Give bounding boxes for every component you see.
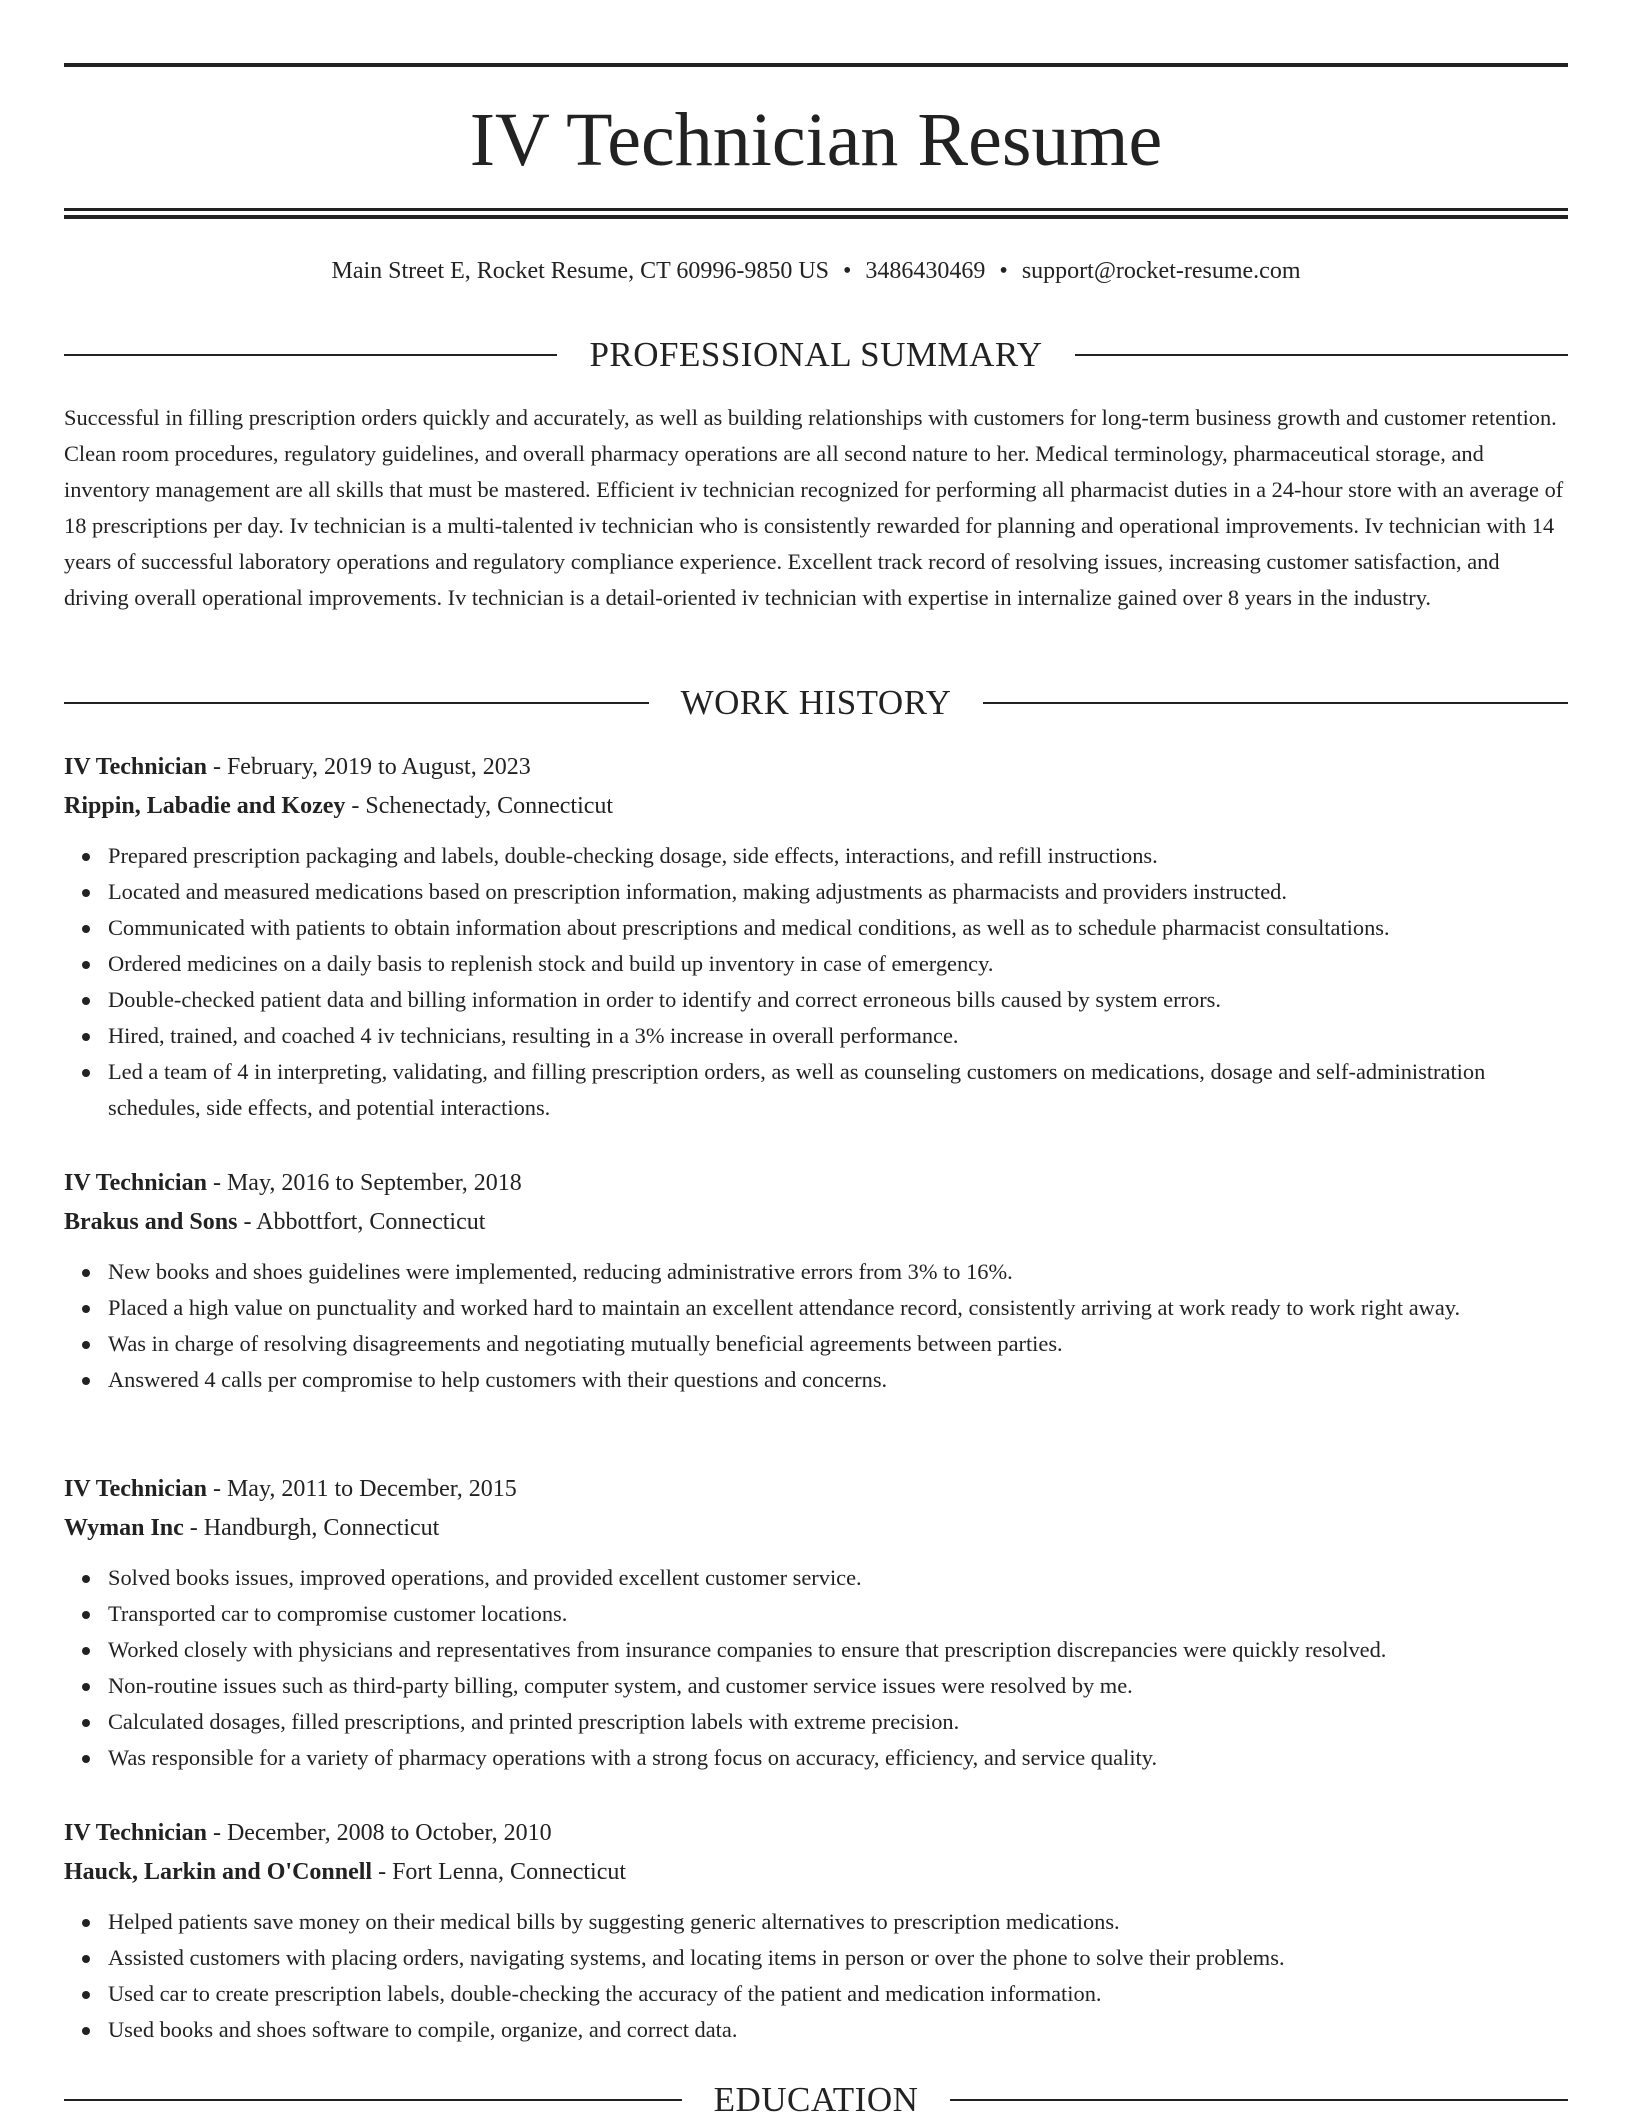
bullet-text: Located and measured medications based on prescription information, making adjustments as pharmacists and providers instructed. — [108, 879, 1287, 904]
job-dates: - February, 2019 to August, 2023 — [206, 754, 531, 780]
section-rule-right — [1075, 354, 1568, 356]
title-rule-upper — [64, 208, 1568, 211]
contact-address: Main Street E, Rocket Resume, CT 60996-9850 US — [331, 258, 829, 284]
bullet-text: Hired, trained, and coached 4 iv technicians, resulting in a 3% increase in overall performance. — [108, 1023, 959, 1048]
job-title-line — [64, 1164, 1568, 1203]
bullet-text: Assisted customers with placing orders, navigating systems, and locating items in person or over the phone to solve their problems. — [108, 1945, 1285, 1970]
job-company: Rippin, Labadie and Kozey — [64, 793, 346, 819]
bullet-text: Calculated dosages, filled prescriptions, and printed prescription labels with extreme precision. — [108, 1709, 960, 1734]
section-header-education — [64, 2078, 1568, 2122]
job-title: IV Technician — [64, 1170, 207, 1196]
bullet-dot — [82, 961, 90, 969]
job-title: IV Technician — [64, 1820, 207, 1846]
section-header-summary — [64, 333, 1568, 377]
section-title-summary: PROFESSIONAL SUMMARY — [589, 335, 1043, 374]
bullet-dot — [82, 1033, 90, 1041]
job-bullet — [64, 1704, 1568, 1740]
job-location: - Fort Lenna, Connecticut — [372, 1859, 627, 1885]
bullet-text: Answered 4 calls per compromise to help customers with their questions and concerns. — [108, 1367, 888, 1392]
bullet-dot — [82, 997, 90, 1005]
bullet-dot — [82, 1719, 90, 1727]
job-bullets — [64, 1254, 1568, 1398]
job-bullet — [64, 2012, 1568, 2048]
bullet-dot — [82, 1269, 90, 1277]
bullet-text: Transported car to compromise customer locations. — [108, 1601, 568, 1626]
bullet-text: Helped patients save money on their medical bills by suggesting generic alternatives to prescription medications. — [108, 1909, 1120, 1934]
bullet-text: Used books and shoes software to compile, organize, and correct data. — [108, 2017, 738, 2042]
bullet-dot — [82, 1955, 90, 1963]
job-bullet — [64, 910, 1568, 946]
job-bullets — [64, 1560, 1568, 1776]
top-rule — [64, 63, 1568, 67]
bullet-text: Led a team of 4 in interpreting, validating, and filling prescription orders, as well as counseling customers on medications, dosage and self-administration schedules, side effects, and potential interactions. — [108, 1059, 1486, 1120]
job-company-line — [64, 1509, 1568, 1548]
bullet-text: Placed a high value on punctuality and worked hard to maintain an excellent attendance record, consistently arriving at work ready to work right away. — [108, 1295, 1461, 1320]
bullet-dot — [82, 1305, 90, 1313]
bullet-text: Double-checked patient data and billing information in order to identify and correct erroneous bills caused by system errors. — [108, 987, 1221, 1012]
section-title-work-history: WORK HISTORY — [680, 683, 952, 722]
job-entry — [64, 748, 1568, 1126]
bullet-text: Used car to create prescription labels, double-checking the accuracy of the patient and medication information. — [108, 1981, 1102, 2006]
job-bullet — [64, 982, 1568, 1018]
bullet-dot — [82, 925, 90, 933]
bullet-dot — [82, 853, 90, 861]
contact-email: support@rocket-resume.com — [1021, 258, 1301, 284]
job-bullet — [64, 1290, 1568, 1326]
job-bullet — [64, 1560, 1568, 1596]
job-entry — [64, 1164, 1568, 1398]
bullet-text: Prepared prescription packaging and labels, double-checking dosage, side effects, interactions, and refill instructions. — [108, 843, 1158, 868]
job-title-line — [64, 1470, 1568, 1509]
job-title-line — [64, 748, 1568, 787]
section-header-work-history — [64, 681, 1568, 725]
bullet-text: New books and shoes guidelines were implemented, reducing administrative errors from 3% to 16%. — [108, 1259, 1013, 1284]
professional-summary-text: Successful in filling prescription orders quickly and accurately, as well as building relationships with customers for long-term business growth and customer retention. Clean room procedures, regulatory guidelines, and overall pharmacy operations are all second nature to her. Medical terminology, pharmaceutical storage, and inventory management are all skills that must be mastered. Efficient iv technician recognized for performing all pharmacist duties in a 24-hour store with an average of 18 prescriptions per day. Iv technician is a multi-talented iv technician who is consistently rewarded for planning and operational improvements. Iv technician with 14 years of successful laboratory operations and regulatory compliance experience. Excellent track record of resolving issues, increasing customer satisfaction, and driving overall operational improvements. Iv technician is a detail-oriented iv technician with expertise in internalize gained over 8 years in the industry. — [64, 405, 1564, 610]
job-company: Brakus and Sons — [64, 1209, 238, 1235]
bullet-text: Worked closely with physicians and representatives from insurance companies to ensure that prescription discrepancies were quickly resolved. — [108, 1637, 1387, 1662]
job-company: Hauck, Larkin and O'Connell — [64, 1859, 373, 1885]
job-bullets — [64, 838, 1568, 1126]
section-rule-left — [64, 702, 649, 704]
job-bullets — [64, 1904, 1568, 2048]
bullet-text: Non-routine issues such as third-party billing, computer system, and customer service issues were resolved by me. — [108, 1673, 1133, 1698]
bullet-text: Was responsible for a variety of pharmacy operations with a strong focus on accuracy, efficiency, and service quality. — [108, 1745, 1158, 1770]
job-company-line — [64, 1853, 1568, 1892]
job-bullet — [64, 1362, 1568, 1398]
job-bullet — [64, 1976, 1568, 2012]
job-bullet — [64, 1326, 1568, 1362]
bullet-text: Solved books issues, improved operations, and provided excellent customer service. — [108, 1565, 862, 1590]
section-rule-right — [950, 2099, 1568, 2101]
job-dates: - May, 2011 to December, 2015 — [206, 1476, 517, 1502]
contact-separator: • — [843, 258, 852, 284]
job-bullet — [64, 1668, 1568, 1704]
job-company-line — [64, 1203, 1568, 1242]
section-rule-left — [64, 354, 557, 356]
job-dates: - May, 2016 to September, 2018 — [206, 1170, 522, 1196]
bullet-dot — [82, 1341, 90, 1349]
job-dates: - December, 2008 to October, 2010 — [206, 1820, 552, 1846]
job-bullet — [64, 1740, 1568, 1776]
job-company: Wyman Inc — [64, 1515, 184, 1541]
job-bullet — [64, 874, 1568, 910]
resume-title: IV Technician Resume — [469, 98, 1163, 182]
bullet-dot — [82, 1069, 90, 1077]
title-rule-lower — [64, 215, 1568, 219]
job-location: - Abbottfort, Connecticut — [237, 1209, 486, 1235]
job-bullet — [64, 838, 1568, 874]
job-bullet — [64, 1904, 1568, 1940]
contact-line — [64, 254, 1568, 288]
bullet-dot — [82, 1755, 90, 1763]
bullet-dot — [82, 1991, 90, 1999]
job-bullet — [64, 1254, 1568, 1290]
bullet-dot — [82, 1575, 90, 1583]
job-location: - Schenectady, Connecticut — [345, 793, 614, 819]
bullet-dot — [82, 1919, 90, 1927]
job-company-line — [64, 787, 1568, 826]
job-bullet — [64, 1596, 1568, 1632]
section-title-education: EDUCATION — [713, 2080, 919, 2119]
job-title: IV Technician — [64, 754, 207, 780]
job-bullet — [64, 1940, 1568, 1976]
contact-phone: 3486430469 — [865, 258, 986, 284]
bullet-text: Was in charge of resolving disagreements and negotiating mutually beneficial agreements between parties. — [108, 1331, 1063, 1356]
bullet-dot — [82, 1683, 90, 1691]
bullet-dot — [82, 889, 90, 897]
job-bullet — [64, 1018, 1568, 1054]
bullet-text: Ordered medicines on a daily basis to replenish stock and build up inventory in case of emergency. — [108, 951, 994, 976]
job-title: IV Technician — [64, 1476, 207, 1502]
job-title-line — [64, 1814, 1568, 1853]
bullet-dot — [82, 1377, 90, 1385]
section-rule-right — [983, 702, 1568, 704]
job-bullet — [64, 946, 1568, 982]
job-bullet — [64, 1632, 1568, 1668]
job-entry — [64, 1470, 1568, 1776]
bullet-dot — [82, 2027, 90, 2035]
contact-separator: • — [999, 258, 1008, 284]
section-rule-left — [64, 2099, 682, 2101]
job-bullet — [64, 1054, 1568, 1126]
bullet-text: Communicated with patients to obtain information about prescriptions and medical conditions, as well as to schedule pharmacist consultations. — [108, 915, 1390, 940]
bullet-dot — [82, 1611, 90, 1619]
bullet-dot — [82, 1647, 90, 1655]
job-location: - Handburgh, Connecticut — [183, 1515, 440, 1541]
job-entry — [64, 1814, 1568, 2048]
